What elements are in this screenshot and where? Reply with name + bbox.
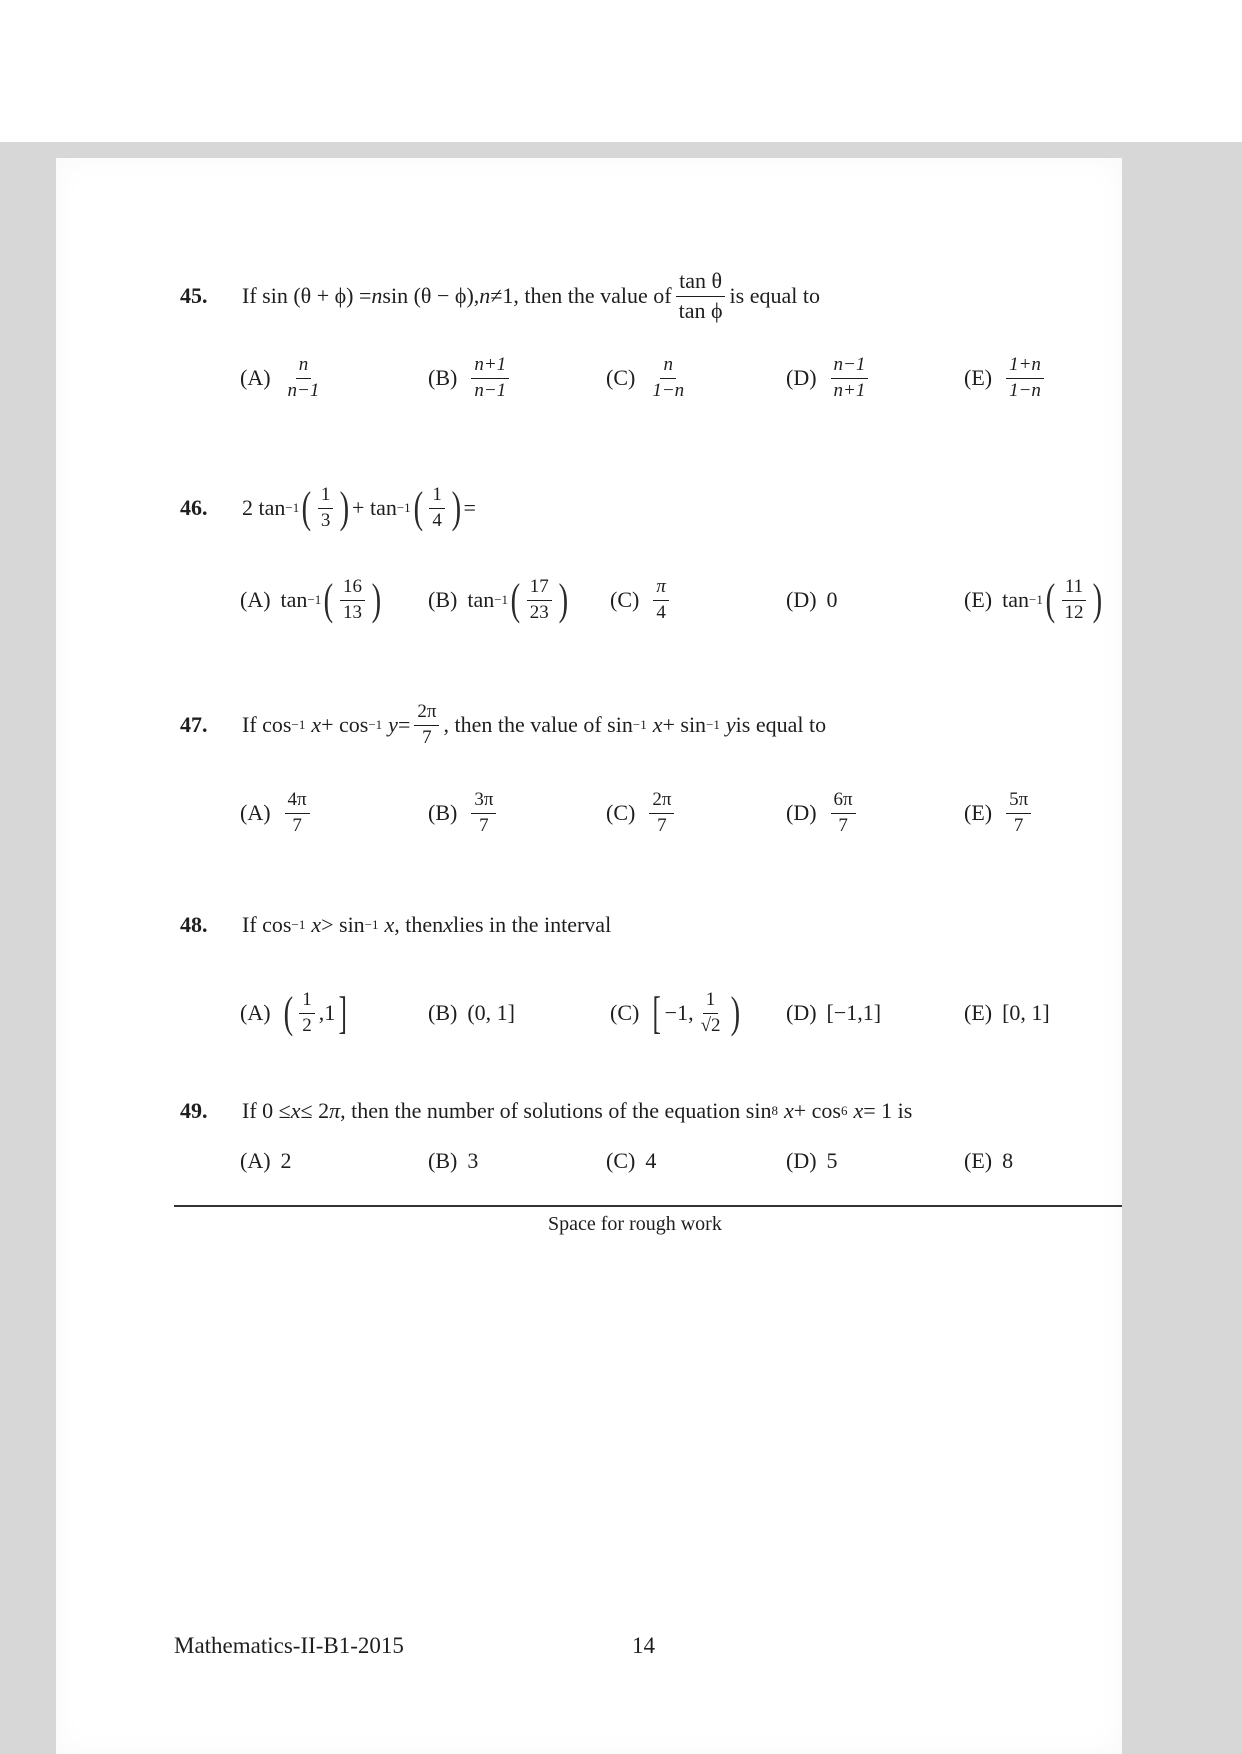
options (180, 343, 1130, 413)
question-49 (180, 1086, 1130, 1186)
question-text: If cos −1 x + cos −1 y = $\frac{2\pi}{7}$ , then the value of sin −1 x + sin −1 y is equal to (242, 700, 827, 748)
option-d[interactable]: (D) $\frac{n-1}{n+1}$ (786, 343, 872, 413)
question-45 (180, 268, 1130, 413)
page-number: 14 (632, 1633, 655, 1658)
option-e[interactable]: (E) $\frac{5\pi}{7}$ (964, 778, 1035, 848)
paper-code: Mathematics-II-B1-2015 (174, 1633, 404, 1658)
options (180, 565, 1130, 635)
option-a[interactable]: (A) 2 (240, 1148, 292, 1173)
question-number: 48. (180, 912, 208, 937)
fraction: $\frac{\text{tan θ}}{\text{tan ϕ}}$ (676, 269, 726, 322)
option-c[interactable]: (C) $\frac{n}{1-n}$ (606, 353, 685, 401)
options (180, 778, 1130, 848)
option-e[interactable]: (E) tan −1 ( $\frac{11}{12}$ ) (964, 575, 1103, 624)
option-d[interactable]: (D) 5 (786, 1148, 838, 1173)
option-a[interactable]: (A) ( $\frac{1}{2}$ ,1 ] (240, 987, 348, 1038)
option-c[interactable]: (C) 4 (606, 1148, 657, 1173)
question-text: If sin (θ + ϕ) = n sin (θ − ϕ), n ≠1, then the value of $\frac{\text{tan θ}}{\text{tan ϕ}}$ is equal to (242, 268, 820, 323)
question-number: 45. (180, 283, 208, 308)
option-e[interactable]: (E) $\frac{1+n}{1-n}$ (964, 343, 1048, 413)
options (180, 1136, 1130, 1186)
option-c[interactable]: (C) [ −1, $\frac{1}{√2}$ ) (610, 987, 740, 1038)
question-text: 2 tan −1 ( $\frac{1}{3}$ ) + tan −1 ( $\frac{1}{4}$ ) = (242, 483, 476, 532)
option-d[interactable]: (D) $\frac{6\pi}{7}$ (786, 778, 860, 848)
option-c[interactable]: (C) $\frac{2\pi}{7}$ (606, 778, 678, 848)
question-number: 47. (180, 712, 208, 737)
option-a[interactable]: (A) tan −1 ( $\frac{16}{13}$ ) (240, 575, 382, 624)
question-48 (180, 900, 1130, 1048)
option-a[interactable]: (A) $\frac{4\pi}{7}$ (240, 778, 314, 848)
option-b[interactable]: (B) tan −1 ( $\frac{17}{23}$ ) (428, 575, 568, 624)
option-b[interactable]: (B) $\frac{3\pi}{7}$ (428, 778, 500, 848)
option-e[interactable]: (E) 8 (964, 1148, 1014, 1173)
option-d[interactable]: (D) [−1,1] (786, 1000, 882, 1025)
rough-work-label: Space for rough work (548, 1213, 722, 1235)
option-a[interactable]: (A) $\frac{n}{n-1}$ (240, 353, 320, 401)
options (180, 978, 1130, 1048)
question-46 (180, 483, 1130, 635)
divider-rule (174, 1205, 1122, 1207)
question-text: If 0 ≤ x ≤ 2 π , then the number of solutions of the equation sin 8 x + cos 6 x = 1 is (242, 1098, 913, 1123)
option-c[interactable]: (C) $\frac{\pi}{4}$ (610, 565, 673, 635)
question-47 (180, 700, 1130, 848)
option-b[interactable]: (B) 3 (428, 1148, 479, 1173)
option-e[interactable]: (E) [0, 1] (964, 1000, 1050, 1025)
option-b[interactable]: (B) (0, 1] (428, 1000, 515, 1025)
question-number: 46. (180, 495, 208, 520)
option-d[interactable]: (D) 0 (786, 587, 838, 612)
question-text: If cos −1 x > sin −1 x , then x lies in the interval (242, 912, 612, 937)
option-b[interactable]: (B) $\frac{n+1}{n-1}$ (428, 343, 513, 413)
question-number: 49. (180, 1098, 208, 1123)
